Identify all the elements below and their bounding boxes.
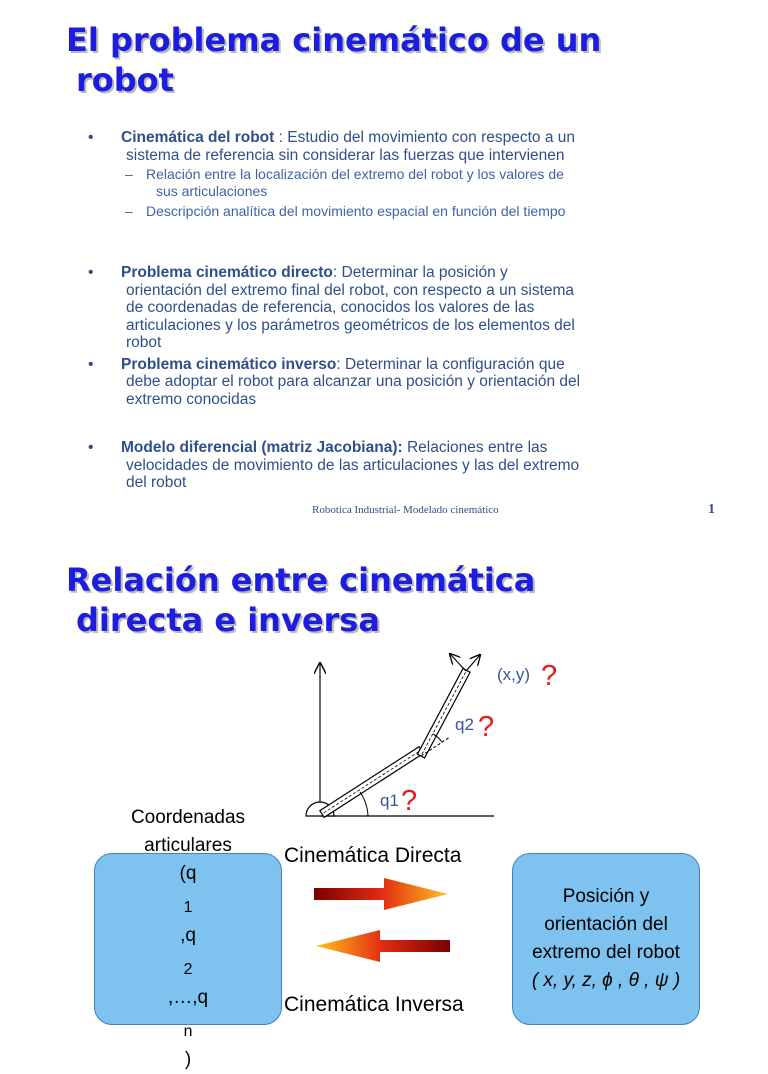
end-effector-axis-2: [466, 655, 480, 671]
end-effector-pose-box: [512, 853, 700, 1025]
box-line: Posición y: [562, 886, 650, 907]
title-line-2: robot: [76, 61, 174, 99]
sub-bullet-item: [88, 203, 688, 220]
bullet-first-line: [121, 439, 547, 456]
slide-1-title: [66, 20, 601, 100]
page-number: 1: [708, 502, 715, 517]
bullet-item: [88, 356, 688, 409]
bullet-continuation: articulaciones y los parámetros geométricos de los elementos del: [126, 316, 575, 334]
bullet-heading: Cinemática del robot: [121, 129, 275, 146]
bullet-continuation: velocidades de movimiento de las articulaciones y las del extremo: [126, 456, 580, 474]
title-line-2: directa e inversa: [76, 601, 380, 639]
bullet-first-line: [121, 129, 575, 146]
q2-question-mark: ?: [478, 711, 495, 743]
bullet-text: Determinar la posición y: [341, 264, 508, 281]
q1-angle-arc: [360, 792, 368, 816]
inverse-kinematics-label: Cinemática Inversa: [284, 993, 464, 1016]
bullet-item: [88, 439, 688, 492]
bullet-continuation: de coordenadas de referencia, conocidos los valores de las: [126, 299, 535, 316]
bullet-item: [88, 129, 688, 164]
bullet-dot: •: [88, 264, 94, 281]
bullet-heading: Problema cinemático directo: [121, 264, 333, 281]
bullet-separator: :: [336, 355, 345, 373]
bullet-heading: Problema cinemático inverso: [121, 355, 337, 373]
bullet-list: [88, 129, 688, 220]
direct-arrow: [314, 878, 448, 910]
slide-2: [0, 548, 768, 1070]
bullet-first-line: [121, 356, 565, 373]
xy-question-mark: ?: [541, 660, 558, 692]
box-line: ( x, y, z, ϕ , θ , ψ ): [531, 970, 681, 991]
bullet-text: Determinar la configuración que: [344, 355, 565, 373]
inverse-arrow: [316, 930, 450, 962]
joint-vector: (q $_1$ ,q $_2$ ,…,q $_n$ ): [167, 863, 209, 1070]
bullet-first-line: [121, 264, 508, 281]
link-2: [417, 668, 470, 757]
slide-1: [0, 0, 768, 528]
bullet-continuation: del robot: [126, 474, 187, 491]
sub-bullet-continuation: sus articulaciones: [156, 183, 268, 199]
box-line: articulares: [144, 835, 232, 857]
bullet-separator: :: [274, 129, 288, 146]
sub-bullet-dash: –: [125, 203, 133, 219]
bullet-dot: •: [88, 129, 94, 146]
bullet-list: [88, 439, 688, 492]
box-line: extremo del robot: [532, 942, 680, 963]
bullet-continuation: sistema de referencia sin considerar las fuerzas que intervienen: [126, 146, 565, 164]
sub-bullet-item: [88, 166, 688, 200]
bullet-list: [88, 264, 688, 408]
xy-label: (x,y): [497, 665, 531, 684]
bullet-continuation: debe adoptar el robot para alcanzar una posición y orientación del: [126, 373, 581, 390]
direct-kinematics-label: Cinemática Directa: [284, 844, 462, 867]
bullet-separator: :: [332, 264, 342, 281]
bullet-dot: •: [88, 355, 94, 373]
sub-bullet-dash: –: [125, 166, 133, 182]
q2-label: q2: [455, 715, 474, 734]
end-effector-axis-1: [450, 654, 466, 671]
bullet-continuation: extremo conocidas: [126, 390, 257, 408]
bullet-continuation: orientación del extremo final del robot, con respecto a un sistema: [126, 281, 575, 299]
box-line: orientación del: [544, 914, 668, 935]
bullet-dot: •: [88, 439, 94, 456]
robot-arm-diagram: [0, 548, 768, 838]
slide-footer: Robotica Industrial- Modelado cinemático: [312, 504, 499, 516]
title-line-1: Relación entre cinemática: [66, 561, 536, 599]
title-line-1: El problema cinemático de un: [66, 21, 602, 59]
q1-question-mark: ?: [401, 785, 418, 817]
bullet-item: [88, 264, 688, 352]
arrows-graphic: [310, 874, 455, 970]
bullet-continuation: robot: [126, 334, 162, 351]
sub-bullet-text: Relación entre la localización del extremo del robot y los valores de: [146, 166, 564, 182]
box-line: Coordenadas: [130, 807, 246, 829]
bullet-heading: Modelo diferencial (matriz Jacobiana):: [121, 439, 403, 456]
sub-bullet-text: Descripción analítica del movimiento espacial en función del tiempo: [146, 203, 566, 219]
bullet-text: Relaciones entre las: [406, 439, 548, 456]
joint-coordinates-box: [94, 807, 282, 1070]
q1-label: q1: [380, 791, 399, 810]
bullet-text: Estudio del movimiento con respecto a un: [287, 129, 576, 146]
